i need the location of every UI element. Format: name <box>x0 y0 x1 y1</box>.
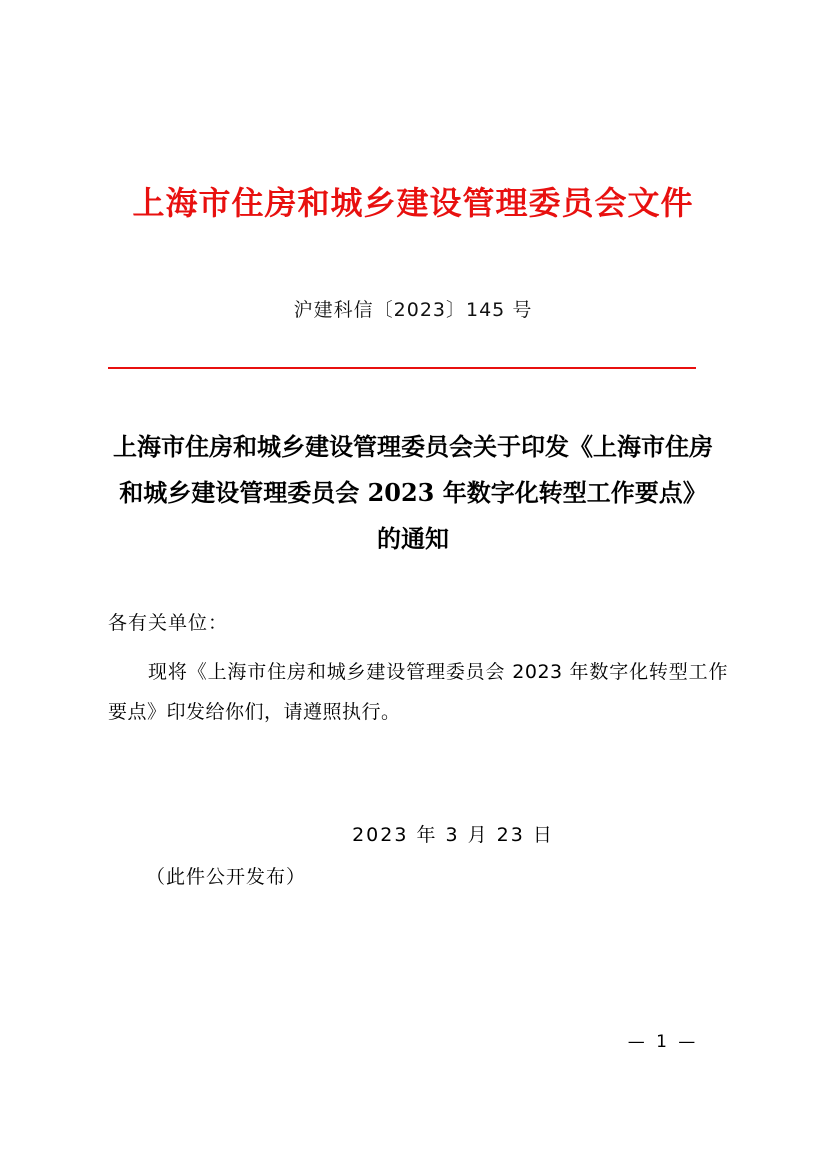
issue-date: 2023 年 3 月 23 日 <box>352 824 554 846</box>
red-divider-rule <box>108 367 696 369</box>
document-number: 沪建科信〔2023〕145 号 <box>293 299 533 321</box>
page-title: 上海市住房和城乡建设管理委员会关于印发《上海市住房和城乡建设管理委员会 2023 年数字化转型工作要点》的通知 <box>113 432 713 553</box>
page-number: — 1 — <box>627 1032 699 1052</box>
body-paragraph: 现将《上海市住房和城乡建设管理委员会 2023 年数字化转型工作要点》印发给你们，请遵照执行。 <box>108 661 728 723</box>
publish-note: （此件公开发布） <box>146 866 307 888</box>
salutation: 各有关单位： <box>108 612 229 634</box>
issuer-header: 上海市住房和城乡建设管理委员会文件 <box>132 184 694 222</box>
